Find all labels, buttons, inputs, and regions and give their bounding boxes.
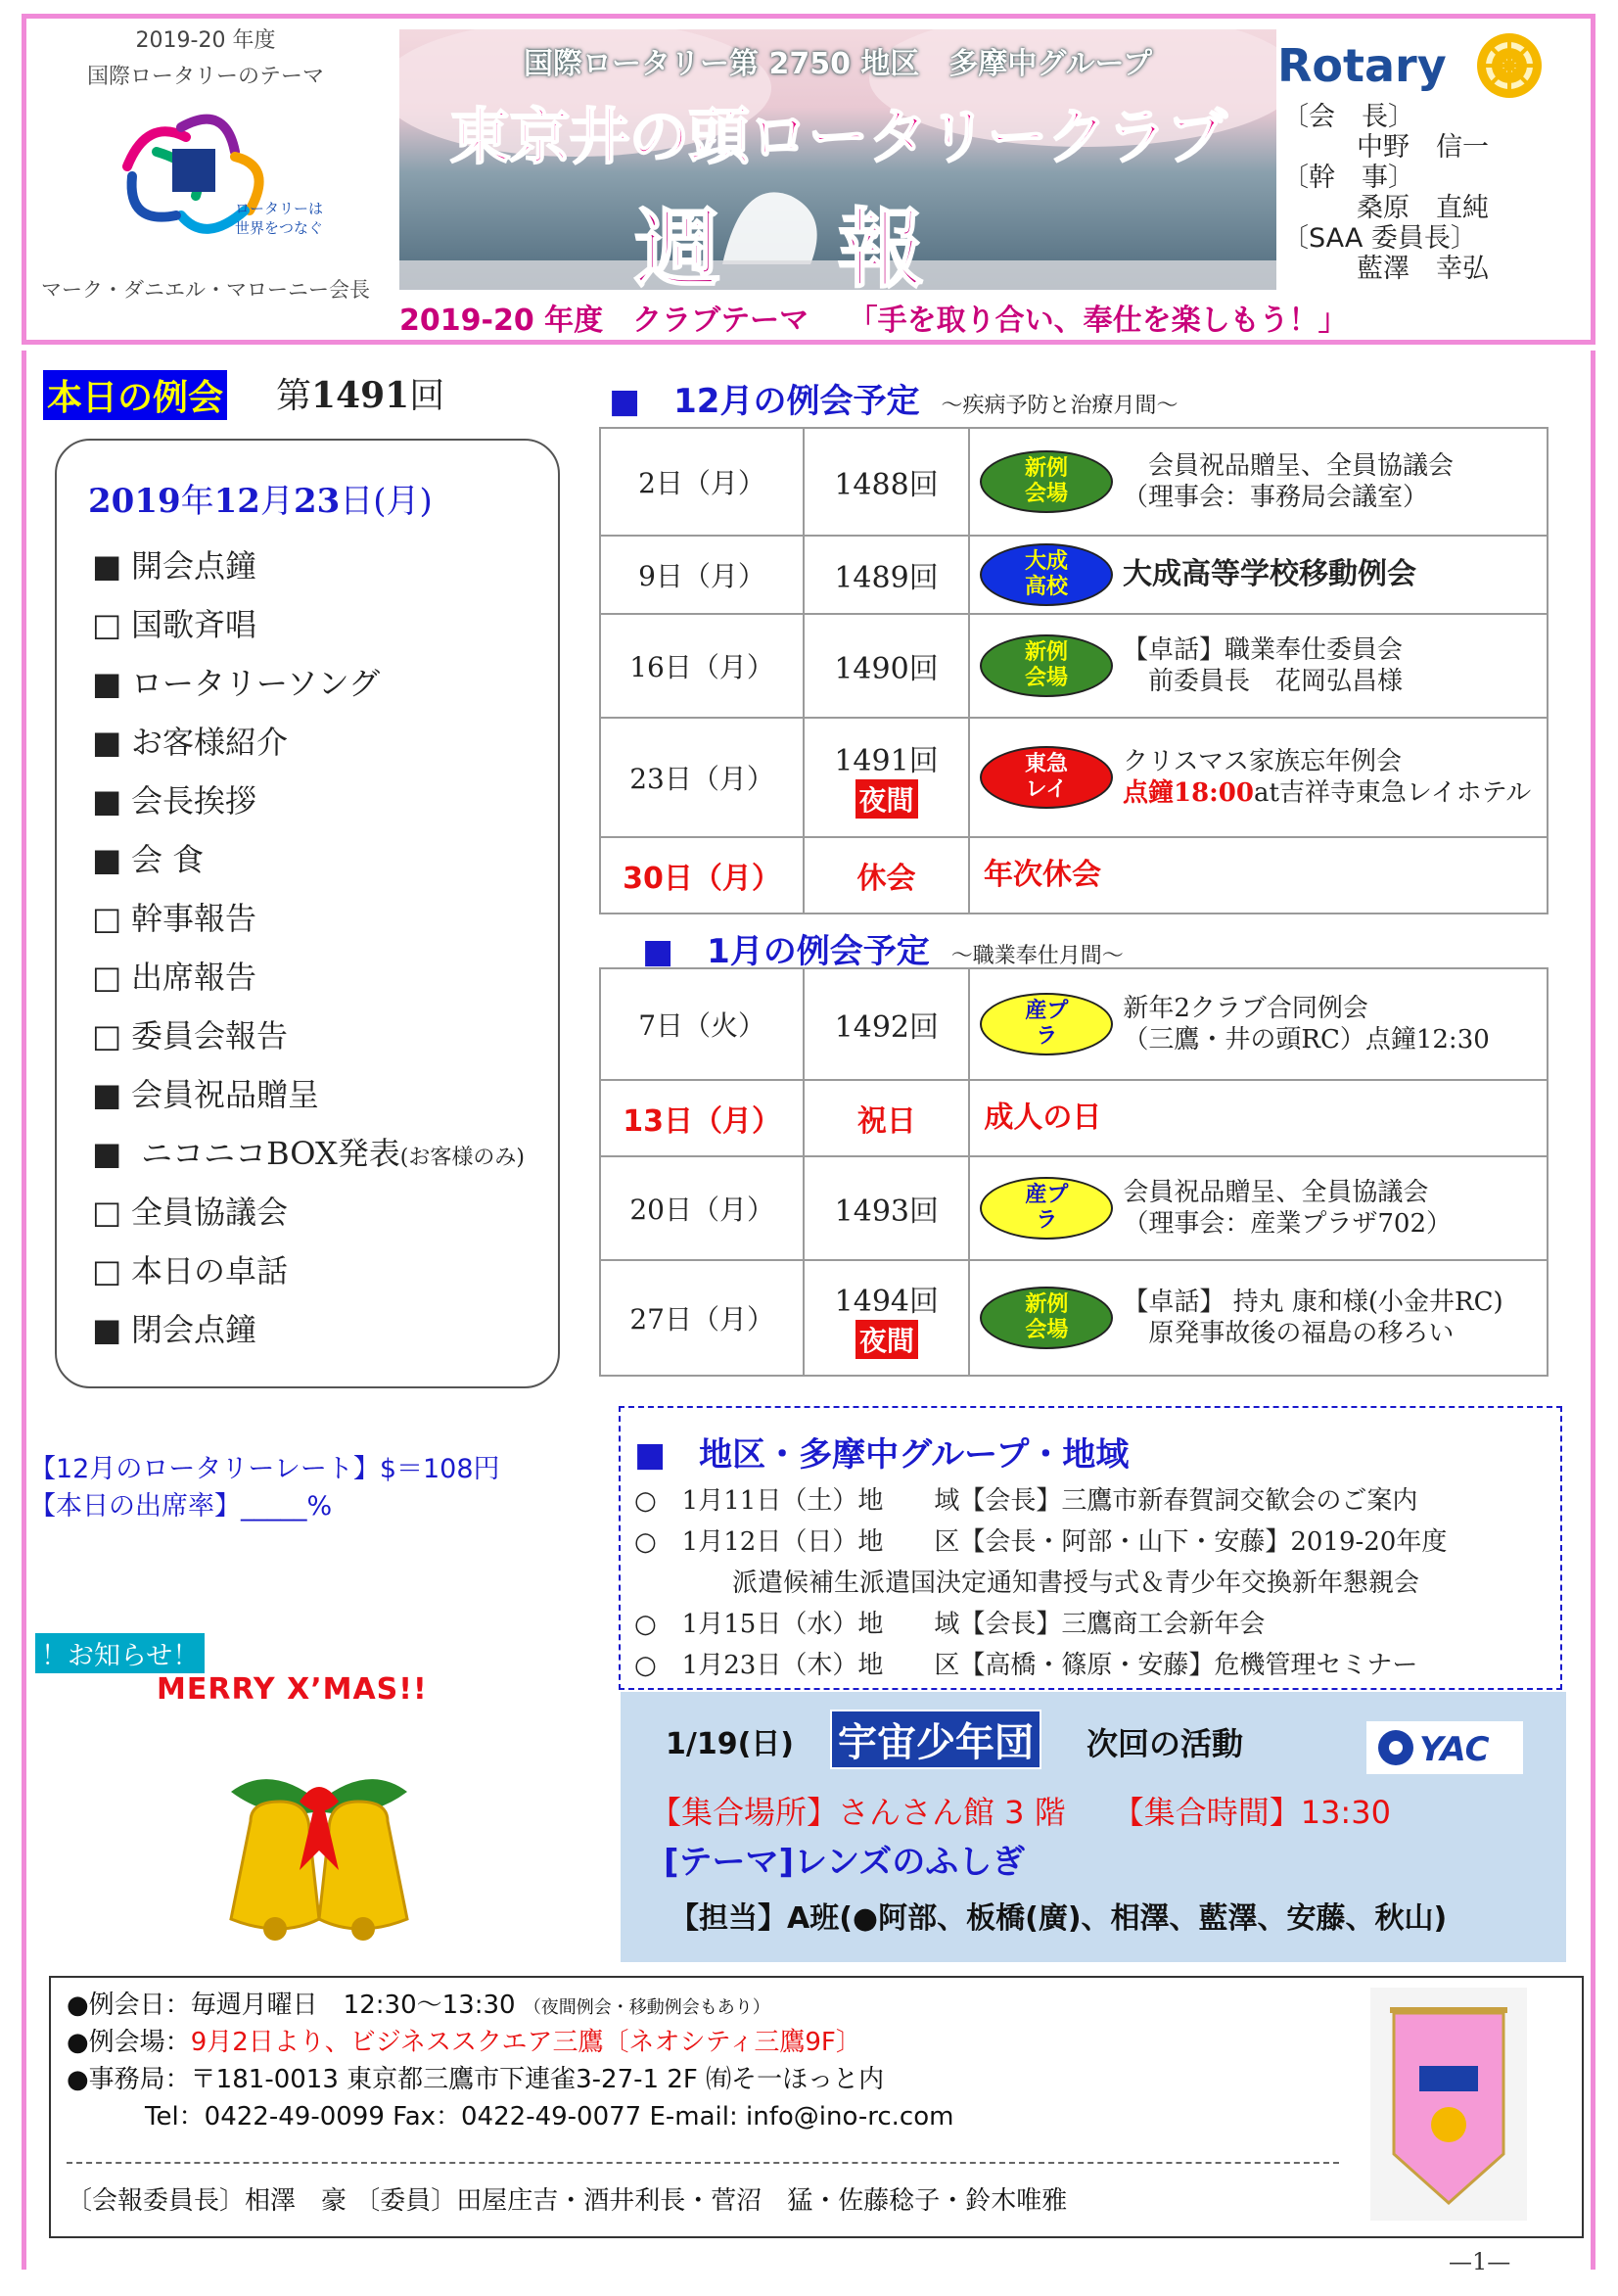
agenda-mark: □ [92, 959, 122, 996]
agenda-text: 委員会報告 [131, 1017, 289, 1054]
page-number: —1— [1449, 2248, 1511, 2275]
agenda-date: 2019年12月23日(月) [88, 482, 433, 521]
rotary-wheel-icon [1473, 29, 1546, 102]
row-text: 大成高等学校移動例会 [1122, 557, 1416, 591]
footer-box [49, 1976, 1584, 2238]
club-theme-year: 2019-20 年度 クラブテーマ [399, 304, 809, 338]
left-border [22, 351, 26, 2270]
district-item: ○ 1月23日（木）地 区【高橋・篠原・安藤】危機管理セミナー [634, 1651, 1418, 1680]
agenda-text: 本日の卓話 [131, 1252, 289, 1289]
january-title [642, 924, 1124, 972]
agenda-text: 開会点鐘 [131, 547, 257, 585]
district-title: ■ 地区・多摩中グループ・地域 [634, 1435, 1130, 1475]
row-number-text: 1491回 [834, 744, 939, 778]
rotary-connects-logo [88, 98, 323, 255]
row-text: 原発事故後の福島の移ろい [1123, 1319, 1455, 1348]
district-item: ○ 1月15日（水）地 域【会長】三鷹商工会新年会 [634, 1610, 1266, 1639]
district-item: ○ 1月11日（土）地 域【会長】三鷹市新春賀詞交歓会のご案内 [634, 1486, 1418, 1516]
schedule-row [600, 536, 1548, 614]
venue-badge: 新例 会場 [980, 450, 1113, 513]
venue-badge: 東急 レイ [980, 746, 1113, 809]
row-content [969, 614, 1548, 718]
row-text: 会員祝品贈呈、全員協議会 [1122, 451, 1454, 481]
venue-badge: 新例 会場 [980, 634, 1113, 697]
bulletin-title: 週報 [633, 199, 1041, 290]
agenda-text: 幹事報告 [131, 900, 257, 937]
row-content [969, 536, 1548, 614]
row-content [969, 1260, 1548, 1376]
officers-list [1282, 102, 1576, 284]
row-text: at吉祥寺東急レイホテル [1253, 778, 1532, 808]
schedule-row [600, 428, 1548, 536]
agenda-item [92, 537, 542, 595]
agenda-item [92, 713, 542, 772]
district-item: 派遣候補生派遣国決定通知書授与式＆青少年交換新年懇親会 [732, 1569, 1420, 1598]
officer-role: 〔幹 事〕 [1282, 163, 1414, 193]
agenda-mark: ■ [92, 841, 122, 878]
agenda-mark: □ [92, 1017, 122, 1054]
row-number: 1490回 [804, 614, 969, 718]
club-theme [399, 296, 1574, 339]
agenda-mark: ■ [92, 782, 122, 820]
row-text: 会員祝品贈呈、全員協議会 [1123, 1178, 1429, 1207]
svg-text:ロータリーは: ロータリーは [235, 200, 323, 217]
row-content [969, 968, 1548, 1080]
rotary-rate-line: 【12月のロータリーレート】$＝108円 [29, 1454, 500, 1484]
agenda-mark: ■ [92, 665, 122, 702]
rotary-theme-year: 2019-20 年度 [135, 28, 276, 53]
space-next: 次回の活動 [1086, 1725, 1244, 1762]
january-subtitle: ～職業奉仕月間～ [950, 944, 1124, 968]
agenda-text: ロータリーソング [131, 665, 381, 702]
row-text: （三鷹・井の頭RC）点鐘12:30 [1123, 1025, 1490, 1054]
merry-xmas: MERRY X’MAS!! [157, 1672, 428, 1707]
yac-logo [1366, 1721, 1523, 1774]
row-number: 祝日 [804, 1080, 969, 1156]
row-text: 新年2クラブ合同例会 [1123, 994, 1368, 1023]
space-boys-panel [621, 1692, 1566, 1962]
rotary-theme-block [39, 18, 372, 302]
officer-role: 〔SAA 委員長〕 [1282, 223, 1477, 254]
agenda-list [92, 537, 542, 1359]
agenda-mark: □ [92, 1252, 122, 1289]
agenda-item [92, 1183, 542, 1242]
row-number: 1492回 [804, 968, 969, 1080]
district-line: 国際ロータリー第 2750 地区 多摩中グループ [524, 47, 1152, 81]
date-month: 12 [213, 482, 260, 521]
officer-role: 〔会 長〕 [1282, 102, 1414, 132]
december-subtitle: ～疾病予防と治療月間～ [941, 394, 1179, 418]
schedule-row [600, 968, 1548, 1080]
row-day: 7日（火） [600, 968, 804, 1080]
space-theme: [テーマ]レンズのふしぎ [664, 1843, 1026, 1882]
row-text: 前委員長 花岡弘昌様 [1122, 667, 1403, 696]
footer-office: ●事務局：〒181-0013 東京都三鷹市下連雀3-27-1 2F ㈲そ一ほっと内 [67, 2065, 885, 2094]
date-weekday: (月) [373, 482, 433, 521]
agenda-mark: ■ [92, 1135, 122, 1172]
row-day: 2日（月） [600, 428, 804, 536]
notice-label: ！お知らせ！ [35, 1633, 205, 1673]
agenda-item [92, 948, 542, 1007]
officer-name: 中野 信一 [1357, 132, 1489, 163]
club-name: 東京井の頭ロータリークラブ [449, 101, 1226, 172]
row-text: （理事会：事務局会議室） [1122, 483, 1428, 512]
january-title-text: ■ 1月の例会予定 [642, 932, 930, 971]
row-content: 年次休会 [969, 837, 1548, 914]
yac-logo-icon [1366, 1721, 1523, 1774]
night-badge: 夜間 [855, 779, 918, 819]
agenda-text: 出席報告 [131, 959, 257, 996]
footer-meeting-day [67, 1988, 770, 2026]
agenda-text: お客様紹介 [131, 724, 289, 761]
footer-contact: Tel：0422-49-0099 Fax：0422-49-0077 E-mail: info@ino-rc.com [145, 2102, 954, 2132]
row-text-red: 点鐘18:00 [1122, 778, 1254, 808]
agenda-item [92, 1242, 542, 1300]
row-number: 1488回 [804, 428, 969, 536]
row-number [804, 1260, 969, 1376]
row-day: 9日（月） [600, 536, 804, 614]
row-day: 27日（月） [600, 1260, 804, 1376]
row-day: 20日（月） [600, 1156, 804, 1260]
venue-badge: 大成 高校 [980, 543, 1113, 606]
rotary-theme-label: 国際ロータリーのテーマ [86, 65, 324, 89]
agenda-item [92, 1065, 542, 1124]
space-name: 宇宙少年団 [830, 1710, 1041, 1769]
district-list [634, 1480, 1554, 1686]
agenda-item [92, 1300, 542, 1359]
yac-logo-text: YAC [1419, 1730, 1490, 1769]
today-meeting-count [276, 368, 444, 418]
agenda-text: 会員祝品贈呈 [131, 1076, 320, 1113]
agenda-text: 会 食 [131, 841, 205, 878]
row-day: 30日（月） [600, 837, 804, 914]
agenda-text: 国歌斉唱 [131, 606, 257, 643]
date-year: 2019 [88, 482, 181, 521]
rotary-wordmark: Rotary [1277, 39, 1447, 92]
venue-badge: 産プ ラ [980, 993, 1113, 1055]
schedule-row [600, 1260, 1548, 1376]
space-date: 1/19(日) [666, 1727, 795, 1761]
district-item: ○ 1月12日（日）地 区【会長・阿部・山下・安藤】2019-20年度 [634, 1527, 1448, 1557]
row-day: 16日（月） [600, 614, 804, 718]
right-border [1591, 351, 1595, 2270]
rotary-brand [1277, 39, 1571, 92]
row-day: 13日（月） [600, 1080, 804, 1156]
agenda-mark: □ [92, 606, 122, 643]
count-number: 1491 [311, 375, 410, 416]
schedule-row [600, 1156, 1548, 1260]
row-number: 1493回 [804, 1156, 969, 1260]
count-prefix: 第 [276, 376, 312, 416]
row-content [969, 718, 1548, 837]
district-box [619, 1406, 1562, 1690]
agenda-mark: □ [92, 1194, 122, 1231]
agenda-item [92, 772, 542, 830]
row-number: 1489回 [804, 536, 969, 614]
meeting-day-text: ●例会日：毎週月曜日 12:30～13:30 [67, 1991, 516, 2020]
night-badge: 夜間 [855, 1320, 918, 1359]
footer-committee: 〔会報委員長〕相澤 豪 〔委員〕田屋庄吉・酒井利長・菅沼 猛・佐藤稔子・鈴木唯雅 [67, 2186, 1068, 2216]
agenda-text: ニコニコBOX発表 [131, 1135, 400, 1172]
row-text: クリスマス家族忘年例会 [1122, 747, 1402, 776]
december-title [609, 374, 1178, 422]
officer-name: 桑原 直純 [1357, 193, 1489, 223]
space-staff: 【担当】A班(●阿部、板橋(廣)、相澤、藍澤、安藤、秋山) [670, 1901, 1448, 1936]
venue-text: 9月2日より、ビジネススクエア三鷹〔ネオシティ三鷹9F〕 [190, 2028, 861, 2057]
meeting-day-note: （夜間例会・移動例会もあり） [523, 1997, 770, 2018]
agenda-item [92, 830, 542, 889]
attendance-line: 【本日の出席率】_____% [29, 1491, 333, 1522]
venue-badge: 新例 会場 [980, 1287, 1113, 1349]
agenda-mark: ■ [92, 1311, 122, 1348]
agenda-mark: □ [92, 900, 122, 937]
row-content [969, 1156, 1548, 1260]
count-suffix: 回 [409, 376, 445, 416]
christmas-bells-icon [192, 1762, 446, 1958]
row-content [969, 428, 1548, 536]
schedule-row [600, 1080, 1548, 1156]
agenda-item [92, 595, 542, 654]
rotary-president: マーク・ダニエル・マローニー会長 [41, 278, 370, 302]
header-banner [399, 29, 1276, 290]
january-schedule [599, 967, 1549, 1377]
agenda-note: (お客様のみ) [399, 1146, 525, 1170]
row-text: 【卓話】職業奉仕委員会 [1122, 635, 1403, 665]
schedule-row [600, 837, 1548, 914]
agenda-item [92, 889, 542, 948]
footer-venue [67, 2025, 861, 2060]
venue-label: ●例会場： [67, 2028, 191, 2057]
svg-text:世界をつなぐ: 世界をつなぐ [235, 219, 323, 237]
agenda-item [92, 1124, 542, 1183]
row-number [804, 718, 969, 837]
agenda-text: 閉会点鐘 [131, 1311, 257, 1348]
row-number-text: 1494回 [834, 1285, 939, 1319]
venue-badge: 産プ ラ [980, 1177, 1113, 1240]
row-text: （理事会：産業プラザ702） [1123, 1209, 1453, 1239]
club-pennant-icon [1370, 1988, 1527, 2221]
december-schedule [599, 427, 1549, 914]
december-title-text: ■ 12月の例会予定 [609, 382, 920, 421]
schedule-row [600, 614, 1548, 718]
row-day: 23日（月） [600, 718, 804, 837]
today-meeting-label: 本日の例会 [43, 370, 227, 420]
row-content: 成人の日 [969, 1080, 1548, 1156]
date-day: 23 [293, 482, 341, 521]
agenda-mark: ■ [92, 547, 122, 585]
agenda-item [92, 654, 542, 713]
agenda-item [92, 1007, 542, 1065]
agenda-text: 会長挨拶 [131, 782, 257, 820]
schedule-row [600, 718, 1548, 837]
club-theme-text: 「手を取り合い、奉仕を楽しもう！」 [848, 304, 1348, 338]
agenda-text: 全員協議会 [131, 1194, 289, 1231]
row-text: 【卓話】 持丸 康和様(小金井RC) [1123, 1288, 1503, 1317]
space-meeting: 【集合場所】さんさん館 3 階 【集合時間】13:30 [650, 1794, 1391, 1831]
footer-divider [67, 2162, 1339, 2164]
agenda-mark: ■ [92, 1076, 122, 1113]
row-number: 休会 [804, 837, 969, 914]
officer-name: 藍澤 幸弘 [1357, 254, 1489, 284]
rotary-rate [29, 1451, 578, 1525]
agenda-mark: ■ [92, 724, 122, 761]
